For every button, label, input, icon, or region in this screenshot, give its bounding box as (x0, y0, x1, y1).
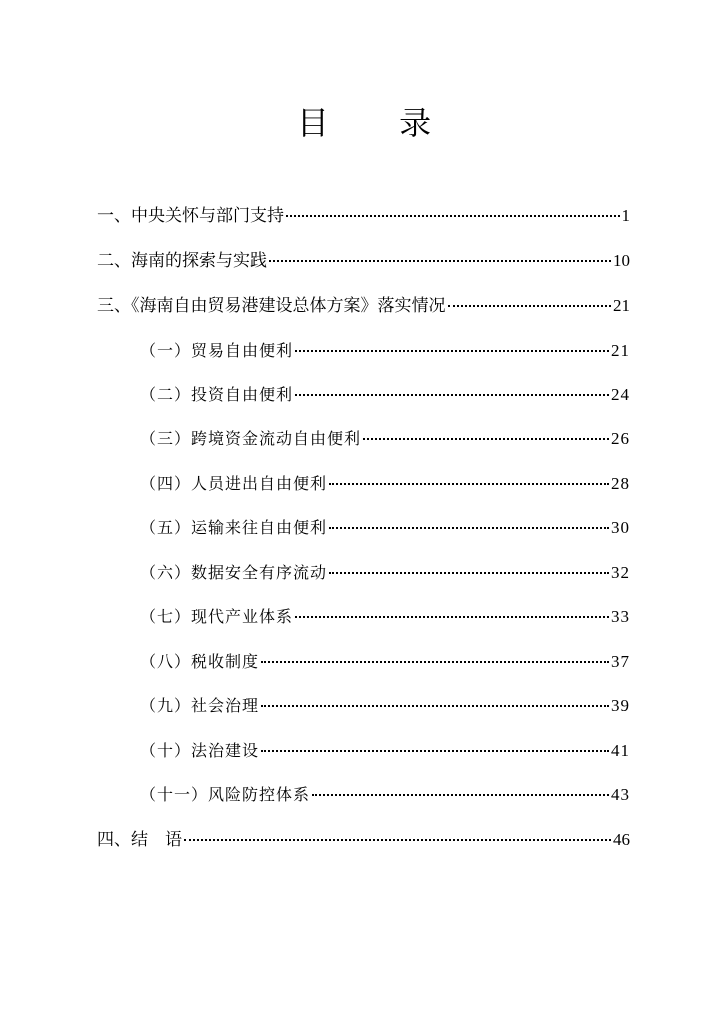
toc-entry-label: （六）数据安全有序流动 (140, 563, 328, 582)
toc-entry[interactable] (140, 738, 630, 764)
toc-entry-label: （五）运输来往自由便利 (140, 518, 328, 537)
toc-page-number: 30 (611, 518, 630, 537)
toc-entry[interactable] (140, 649, 630, 675)
dot-leader (261, 661, 609, 663)
toc-page-number: 32 (611, 563, 630, 582)
dot-leader (261, 750, 609, 752)
toc-entry-label: 一、中央关怀与部门支持 (97, 206, 284, 226)
toc-page-number: 39 (611, 696, 630, 715)
toc-page-number: 41 (611, 741, 630, 760)
dot-leader (261, 705, 609, 707)
toc-page-number: 21 (611, 341, 630, 360)
toc-page-number: 1 (621, 206, 630, 225)
toc-entry[interactable] (97, 248, 630, 274)
toc-entry[interactable] (97, 293, 630, 319)
dot-leader (295, 350, 609, 352)
toc-page-number: 10 (613, 251, 630, 270)
toc-entry[interactable] (140, 604, 630, 630)
toc-entry-label: （二）投资自由便利 (140, 385, 294, 404)
toc-entry-label: （九）社会治理 (140, 696, 260, 715)
toc-page-number: 37 (611, 652, 630, 671)
toc-entry-label: （七）现代产业体系 (140, 607, 294, 626)
dot-leader (363, 438, 609, 440)
dot-leader (448, 305, 612, 307)
toc-entry[interactable] (140, 382, 630, 408)
toc-entry[interactable] (140, 338, 630, 364)
toc-entry-label: 三、《海南自由贸易港建设总体方案》落实情况 (97, 296, 446, 316)
toc-entry-label: （八）税收制度 (140, 652, 260, 671)
toc-page-number: 28 (611, 474, 630, 493)
toc-entry-label: （四）人员进出自由便利 (140, 474, 328, 493)
toc-entry[interactable] (140, 560, 630, 586)
toc-page-number: 33 (611, 607, 630, 626)
toc-entry[interactable] (140, 693, 630, 719)
toc-page-number: 46 (613, 830, 630, 849)
dot-leader (312, 794, 609, 796)
toc-page-number: 26 (611, 429, 630, 448)
dot-leader (286, 215, 620, 217)
toc-entry[interactable] (140, 471, 630, 497)
dot-leader (295, 394, 609, 396)
toc-entry[interactable] (140, 782, 630, 808)
toc-entry-label: （一）贸易自由便利 (140, 341, 294, 360)
toc-page-number: 21 (613, 296, 630, 315)
dot-leader (329, 483, 609, 485)
toc-entry-label: 二、海南的探索与实践 (97, 251, 267, 271)
dot-leader (269, 260, 611, 262)
toc-entry-label: 四、结 语 (97, 830, 182, 850)
toc-entry[interactable] (97, 203, 630, 229)
dot-leader (329, 527, 609, 529)
toc-entry[interactable] (140, 515, 630, 541)
toc-entry-label: （三）跨境资金流动自由便利 (140, 429, 362, 448)
toc-entry[interactable] (140, 426, 630, 452)
toc-page-number: 43 (611, 785, 630, 804)
dot-leader (329, 572, 609, 574)
page-title: 目 录 (296, 104, 462, 142)
toc-page-number: 24 (611, 385, 630, 404)
toc-entry-label: （十）法治建设 (140, 741, 260, 760)
dot-leader (295, 616, 609, 618)
toc-entry[interactable] (97, 827, 630, 853)
dot-leader (184, 839, 611, 841)
toc-entry-label: （十一）风险防控体系 (140, 785, 311, 804)
